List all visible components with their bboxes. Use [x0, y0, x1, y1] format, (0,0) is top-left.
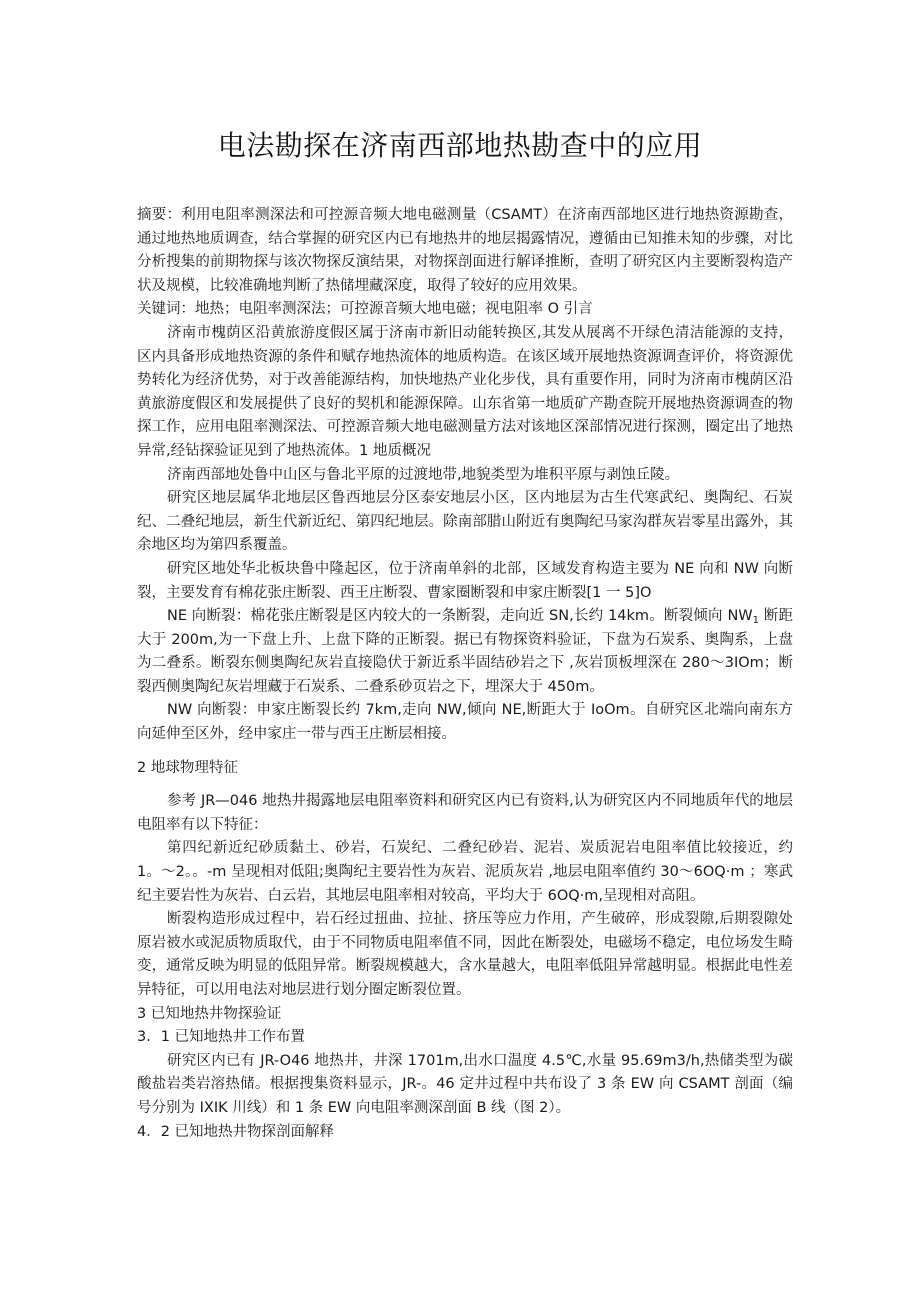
ne-fault-subscript: 1: [752, 615, 760, 627]
ne-fault-text-a: NE 向断裂：棉花张庄断裂是区内较大的一条断裂，走向近 SN,长约 14km。断裂倾向 NW: [167, 608, 753, 625]
geophysics-paragraph-2: 第四纪新近纪砂质黏土、砂岩，石炭纪、二叠纪砂岩、泥岩、炭质泥岩电阻率值比较接近，约 1。〜2。。-m 呈现相对低阻;奥陶纪主要岩性为灰岩、泥质灰岩 ,地层电阻率值约 30～6OQ·m ；寒武纪主要岩性为灰岩、白云岩，其地层电阻率相对较高，平均大于 6OQ·m,呈现相对高阻。: [137, 840, 793, 904]
geophysics-paragraph-3: 断裂构造形成过程中，岩石经过扭曲、拉扯、挤压等应力作用，产生破碎，形成裂隙,后期裂隙处原岩被水或泥质物质取代，由于不同物质电阻率值不同，因此在断裂处，电磁场不稳定，电位场发生畸变，通常反映为明显的低阻异常。断裂规模越大，含水量越大，电阻率低阻异常越明显。根据此电性差异特征，可以用电法对地层进行划分圈定断裂位置。: [137, 911, 793, 998]
geology-paragraph-3: 研究区地处华北板块鲁中隆起区，位于济南单斜的北部，区域发育构造主要为 NE 向和 NW 向断裂，主要发育有棉花张庄断裂、西王庄断裂、曹家圈断裂和申家庄断裂[1 一 5]O: [137, 560, 793, 601]
keywords-line: 关键词：地热；电阻率测深法；可控源音频大地电磁；视电阻率 O 引言: [137, 301, 593, 318]
abstract-paragraph: 摘要：利用电阻率测深法和可控源音频大地电磁测量（CSAMT）在济南西部地区进行地热资源勘查，通过地热地质调查，结合掌握的研究区内已有地热井的地层揭露情况，遵循由已知推未知的步骤，对比分析搜集的前期物探与该次物探反演结果，对物探剖面进行解译推断，查明了研究区内主要断裂构造产状及规模，比较准确地判断了热储埋藏深度，取得了较好的应用效果。: [137, 207, 793, 294]
well-layout-paragraph: 研究区内已有 JR-O46 地热井，井深 1701m,出水口温度 4.5℃,水量 95.69m3/h,热储类型为碳酸盐岩类岩溶热储。根据搜集资料显示，JR-。46 定井过程中共布设了 3 条 EW 向 CSAMT 剖面（编号分别为 IXIK 川线）和 1 条 EW 向电阻率测深剖面 B 线（图 2）。: [137, 1052, 793, 1116]
geology-paragraph-nw-fault: NW 向断裂：申家庄断裂长约 7km,走向 NW,倾向 NE,断距大于 IoOm。自研究区北端向南东方向延伸至区外，经申家庄一带与西王庄断层相接。: [137, 702, 793, 743]
intro-paragraph: 济南市槐荫区沿黄旅游度假区属于济南市新旧动能转换区,其发从展离不开绿色清洁能源的支持，区内具备形成地热资源的条件和赋存地热流体的地质构造。在该区域开展地热资源调查评价，将资源优势转化为经济优势，对于改善能源结构，加快地热产业化步伐，具有重要作用，同时为济南市槐荫区沿黄旅游度假区和发展提供了良好的契机和能源保障。山东省第一地质矿产勘查院开展地热资源调查的物探工作，应用电阻率测深法、可控源音频大地电磁测量方法对该地区深部情况进行探测，圈定出了地热异常,经钻探验证见到了地热流体。1 地质概况: [137, 324, 793, 459]
geophysics-paragraph-1: 参考 JR—046 地热井揭露地层电阻率资料和研究区内已有资料,认为研究区内不同地质年代的地层电阻率有以下特征：: [137, 793, 793, 833]
section-3-1-heading: 3．1 已知地热井工作布置: [137, 1029, 306, 1046]
section-2-heading: 2 地球物理特征: [137, 759, 238, 776]
geology-paragraph-ne-fault: [137, 605, 793, 699]
section-4-2-heading: 4．2 已知地热井物探剖面解释: [137, 1123, 335, 1140]
geology-paragraph-2: 研究区地层属华北地层区鲁西地层分区泰安地层小区，区内地层为古生代寒武纪、奥陶纪、石炭纪、二叠纪地层，新生代新近纪、第四纪地层。除南部腊山附近有奥陶纪马家沟群灰岩零星出露外，其余地区均为第四系覆盖。: [137, 490, 793, 554]
document-body: [137, 204, 793, 1144]
section-3-heading: 3 已知地热井物探验证: [137, 1005, 282, 1022]
ne-fault-text-b: 断距大于 200m,为一下盘上升、上盘下降的正断裂。据已有物探资料验证，下盘为石炭系、奥陶系，上盘为二叠系。断裂东侧奥陶纪灰岩直接隐伏于新近系半固结砂岩之下 ,灰岩顶板埋深在 280～3IOm；断裂西侧奥陶纪灰岩埋藏于石炭系、二叠系砂页岩之下，埋深大于 450m。: [137, 608, 793, 695]
geology-paragraph-1: 济南西部地处鲁中山区与鲁北平原的过渡地带,地貌类型为堆积平原与剥蚀丘陵。: [167, 466, 680, 483]
page-title: 电法勘探在济南西部地热勘查中的应用: [217, 129, 703, 162]
